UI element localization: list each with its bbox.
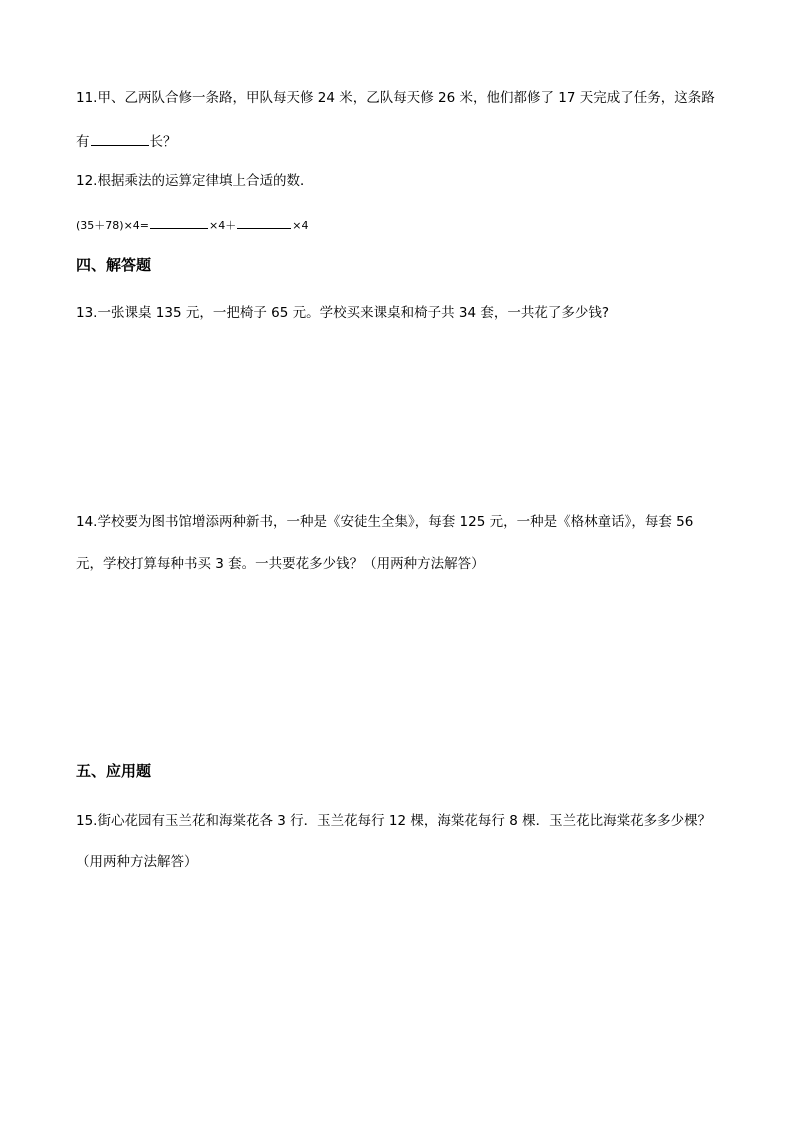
question-11-line-2 bbox=[76, 131, 177, 151]
question-12-line-1: 12.根据乘法的运算定律填上合适的数． bbox=[76, 173, 314, 189]
expression-middle: ×4＋ bbox=[209, 219, 237, 232]
question-11-line-1: 11.甲、乙两队合修一条路，甲队每天修 24 米，乙队每天修 26 米，他们都修了 17 天完成了任务，这条路 bbox=[76, 90, 715, 106]
question-11-prefix: 有 bbox=[76, 134, 90, 150]
section-4-heading: 四、解答题 bbox=[76, 256, 152, 274]
answer-blank-2 bbox=[237, 214, 291, 229]
question-11-suffix: 长？ bbox=[149, 134, 177, 150]
section-5-heading: 五、应用题 bbox=[76, 762, 152, 780]
question-15-line-1: 15.街心花园有玉兰花和海棠花各 3 行．玉兰花每行 12 棵，海棠花每行 8 棵．玉兰花比海棠花多多少棵？ bbox=[76, 813, 712, 829]
question-12-expression bbox=[76, 214, 308, 235]
question-14-line-1: 14.学校要为图书馆增添两种新书，一种是《安徒生全集》，每套 125 元，一种是《格林童话》，每套 56 bbox=[76, 514, 694, 530]
answer-blank bbox=[91, 131, 149, 146]
answer-blank-1 bbox=[150, 214, 208, 229]
expression-suffix: ×4 bbox=[292, 219, 309, 232]
question-14-line-2: 元，学校打算每种书买 3 套。一共要花多少钱？（用两种方法解答） bbox=[76, 556, 485, 572]
question-15-line-2: （用两种方法解答） bbox=[76, 854, 198, 870]
question-13: 13.一张课桌 135 元，一把椅子 65 元。学校买来课桌和椅子共 34 套，一共花了多少钱? bbox=[76, 305, 610, 321]
expression-prefix: (35＋78)×4= bbox=[76, 219, 150, 232]
